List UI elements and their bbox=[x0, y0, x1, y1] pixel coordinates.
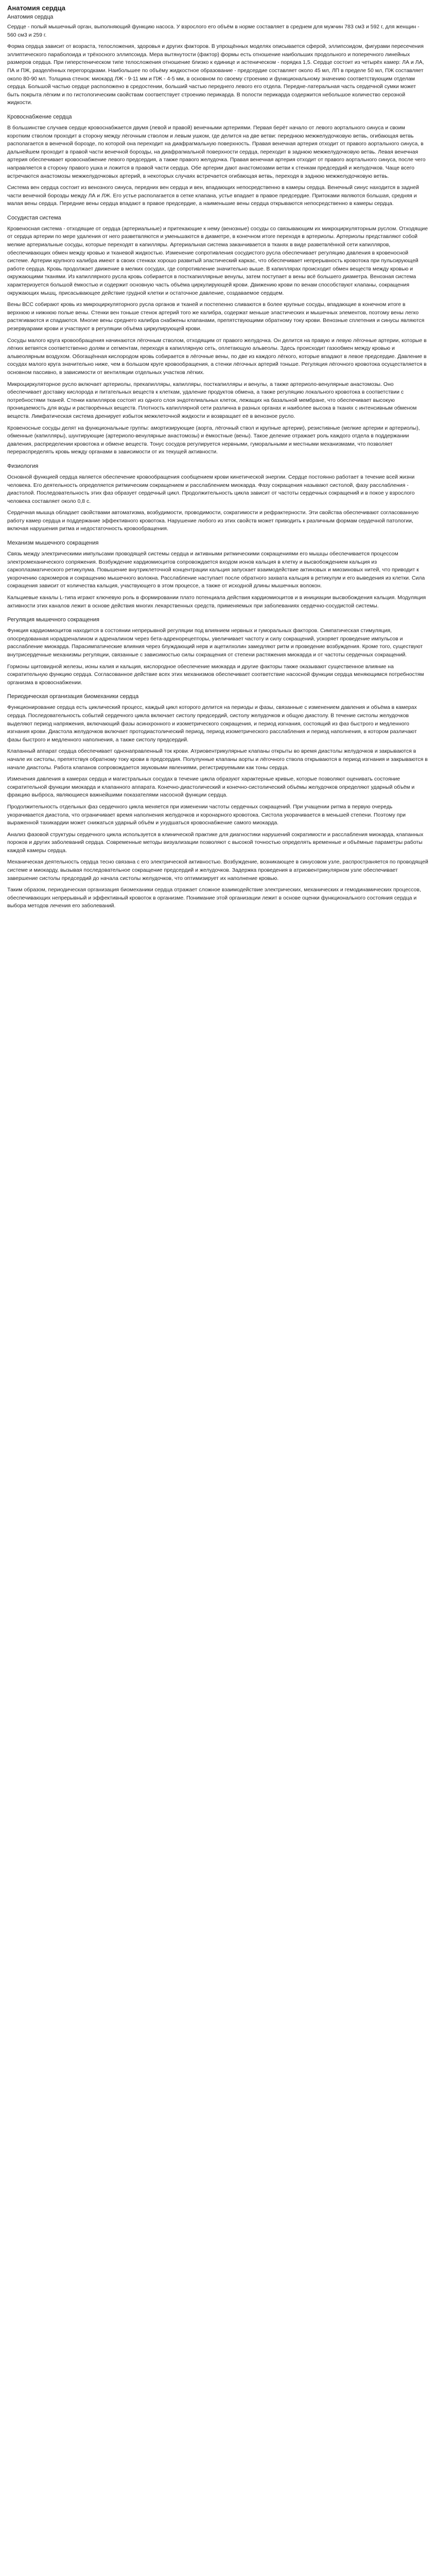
section-contraction-regulation bbox=[7, 616, 429, 687]
section-blood-supply bbox=[7, 113, 429, 208]
section-paragraph: Сердечная мышца обладает свойствами автоматизма, возбудимости, проводимости, сократимости и рефрактерности. Эти свойства обеспечивают согласованную работу камер сердца и поддержание эффективного кровотока. Нарушение любого из этих свойств может приводить к различным формам сердечной патологии, включая нарушения ритма и недостаточность кровообращения. bbox=[7, 510, 419, 532]
section-vascular-system bbox=[7, 214, 429, 456]
section-paragraph: Вены ВСС собирают кровь из микроциркуляторного русла органов и тканей и постепенно сливаются в более крупные сосуды, впадающие в конечном итоге в верхнюю и нижнюю полые вены. Стенки вен тоньше стенок артерий того же калибра, содержат меньше эластических и мышечных элементов, поэтому вены легко растягиваются и спадаются. Многие вены среднего калибра снабжены клапанами, препятствующими обратному току крови. Венозные сплетения и синусы являются резервуарами крови и участвуют в регуляции объёма циркулирующей крови. bbox=[7, 301, 425, 332]
section-paragraph: Кровеносная система - отходящие от сердца (артериальные) и притекающие к нему (венозные) сосуды со связывающим их микроциркуляторным руслом. Отходящие от сердца артерии по мере удаления от него разветвляются и уменьшаются в диаметре, в конечном итоге переходя в артериолы. Артериолы представляют собой мелкие артериальные сосуды, которые переходят в капилляры. Артериальная система заканчивается в тканях в виде разветвлённой сети капилляров, обеспечивающих обмен между кровью и тканевой жидкостью. Изменение сопротивления сосудистого русла обеспечивает регуляцию давления в кровеносной системе. Артерии крупного калибра имеют в своих стенках хорошо развитый эластический каркас, что обеспечивает непрерывность кровотока при пульсирующей работе сердца. Кровь продолжает движение в мелких сосудах, где сопротивление значительно выше. В капиллярах происходит обмен веществ между кровью и окружающими тканями. Из капиллярного русла кровь собирается в посткапиллярные венулы, затем поступает в вены всё большего диаметра. Венозная система характеризуется большой ёмкостью и содержит основную часть объёма циркулирующей крови. Движению крови по венам способствуют клапаны, сокращения окружающих мышц, присасывающее действие грудной клетки и остаточное давление, создаваемое сердцем. bbox=[7, 225, 428, 296]
section-paragraph: В большинстве случаев сердце кровоснабжается двумя (левой и правой) венечными артериями. Первая берёт начало от левого аортального синуса и своим коротким стволом проходит в сторону между лёгочным стволом и левым ушком, где делится на две ветви: переднюю межжелудочковую ветвь, огибающая ветвь располагается в венечной борозде, по которой она переходит на диафрагмальную поверхность. Правая венечная артерия отходит от правого аортального синуса, в дальнейшем проходит в правой части венечной борозды, на диафрагмальной поверхности сердца, переходит в заднюю межжелудочковую ветвь. Левая венечная артерия обеспечивает кровоснабжение левого предсердия, а также правого желудочка. Правая венечная артерия отходит от правого аортального синуса, после чего направляется в сторону правого ушка и ложится в правой части сердца. Обе артерии дают анастомозами ветви к стенкам предсердий и желудочков. Чаще всего встречаются анастомозы межжелудочковых артерий, в некоторых случаях встречается огибающая ветвь, переходя в заднюю межжелудочковую ветвь. bbox=[7, 124, 426, 179]
page-title: Анатомия сердца bbox=[7, 4, 65, 12]
section-periodic-biomechanics bbox=[7, 693, 429, 910]
section-paragraph: Изменения давления в камерах сердца и магистральных сосудах в течение цикла образуют характерные кривые, которые позволяют оценивать состояние сократительной функции миокарда и клапанного аппарата. Конечно-диастолический и конечно-систолический объёмы желудочков определяют ударный объём и фракцию выброса, являющиеся важнейшими показателями насосной функции сердца. bbox=[7, 776, 415, 799]
section-physiology bbox=[7, 463, 429, 533]
intro-paragraph: Сердце - полый мышечный орган, выполняющий функцию насоса. У взрослого его объём в норме составляет в среднем для мужчин 783 см3 и 592 г, для женщин - 560 см3 и 259 г. bbox=[7, 24, 420, 38]
section-paragraph: Функционирование сердца есть циклический процесс, каждый цикл которого делится на периоды и фазы, связанные с изменением давления и объёма в камерах сердца. Последовательность событий сердечного цикла включает систолу предсердий, систолу желудочков и общую диастолу. В течение систолы желудочков выделяют период напряжения, включающий фазы асинхронного и изометрического сокращения, и период изгнания, состоящий из фаз быстрого и медленного изгнания крови. Диастола желудочков включает протодиастолический период, период изометрического расслабления и период наполнения, в котором различают фазы быстрого и медленного наполнения, а также систолу предсердий. bbox=[7, 704, 417, 743]
intro-block bbox=[7, 23, 429, 107]
section-contraction-mechanism bbox=[7, 539, 429, 610]
section-paragraph: Микроциркуляторное русло включает артериолы, прекапилляры, капилляры, посткапилляры и венулы, а также артериоло-венулярные анастомозы. Оно обеспечивает доставку кислорода и питательных веществ к клеткам, удаление продуктов обмена, а также регуляцию локального кровотока в соответствии с потребностями тканей. Стенки капилляров состоят из одного слоя эндотелиальных клеток, лежащих на базальной мембране, что обеспечивает высокую проницаемость для воды и растворённых веществ. Плотность капиллярной сети различна в разных органах и наиболее высока в тканях с интенсивным обменом веществ. Лимфатическая система дренирует избыток межклеточной жидкости и возвращает её в венозное русло. bbox=[7, 381, 417, 419]
section-paragraph: Функция кардиомиоцитов находится в состоянии непрерывной регуляции под влиянием нервных и гуморальных факторов. Симпатическая стимуляция, опосредованная норадреналином и адреналином через бета-адренорецепторы, увеличивает частоту и силу сокращений, ускоряет проведение импульсов и расслабление миокарда. Парасимпатические влияния через блуждающий нерв и ацетилхолин замедляют ритм и проведение возбуждения. Кроме того, существуют внутрисердечные механизмы регуляции, связанные с зависимостью силы сокращения от степени растяжения миокарда и от частоты сердечных сокращений. bbox=[7, 628, 423, 658]
section-paragraph: Таким образом, периодическая организация биомеханики сердца отражает сложное взаимодействие электрических, механических и гемодинамических процессов, обеспечивающих непрерывный и эффективный кровоток в организме. Понимание этой организации лежит в основе оценки функционального состояния сердца и выбора методов лечения его заболеваний. bbox=[7, 887, 421, 909]
intro-paragraph: Форма сердца зависит от возраста, телосложения, здоровья и других факторов. В упрощённых моделях описывается сферой, эллипсоидом, фигурами пересечения эллиптического параболоида и трёхосного эллипсоида. Мера вытянутости (фактор) формы есть отношение наибольших продольного и поперечного линейных размеров сердца. При гиперстеническом типе телосложения отношение близко к единице и астеническом - порядка 1,5. Сердце состоит из четырёх камер: ЛА и ЛА, ПА и ПЖ, разделённых перегородками. Наибольшее по объёму жидкостное образование - предсердие составляет около 45 мл, ЛП в пределе 50 мл, ПЖ составляет около 80-90 мл. Толщина стенок: миокард ЛЖ - 9-11 мм и ПЖ - 4-5 мм, в основном по своему строению и функциональному значению соответствующим отделам сердца. Большой частью сердце расположено в средостении, больший частью переднего левого его отдела. Передне-латеральная часть сердечной сумки может быть покрыта лёгким и по гистологическим свойствам соответствует строению перикарда. В полости перикарда содержится небольшое количество серозной жидкости. bbox=[7, 43, 424, 106]
section-paragraph: Продолжительность отдельных фаз сердечного цикла меняется при изменении частоты сердечных сокращений. При учащении ритма в первую очередь укорачивается диастола, что ограничивает время наполнения желудочков и коронарного кровотока. Систола укорачивается в меньшей степени. Поэтому при выраженной тахикардии может снижаться ударный объём и ухудшаться кровоснабжение самого миокарда. bbox=[7, 803, 406, 826]
section-heading: Регуляция мышечного сокращения bbox=[7, 617, 99, 623]
page-subtitle: Анатомия сердца bbox=[7, 14, 54, 20]
section-paragraph: Связь между электрическими импульсами проводящей системы сердца и активными ритмическими сокращениями его мышцы обеспечивается процессом электромеханического сопряжения. Возбуждение кардиомиоцитов сопровождается входом ионов кальция в клетку и высвобождением кальция из саркоплазматического ретикулума. Повышение внутриклеточной концентрации кальция запускает взаимодействие актиновых и миозиновых нитей, что приводит к укорочению саркомеров и сокращению мышечного волокна. Расслабление наступает после обратного захвата кальция в ретикулум и его выведения из клетки. Сила сокращения зависит от количества кальция, участвующего в этом процессе, а также от исходной длины мышечных волокон. bbox=[7, 551, 425, 589]
section-heading: Кровоснабжение сердца bbox=[7, 113, 72, 120]
section-heading: Физиология bbox=[7, 463, 39, 469]
section-heading: Периодическая организация биомеханики сердца bbox=[7, 693, 139, 700]
section-paragraph: Анализ фазовой структуры сердечного цикла используется в клинической практике для диагностики нарушений сократимости и расслабления миокарда, клапанных пороков и других заболеваний сердца. Современные методы визуализации позволяют с высокой точностью определять временные и объёмные параметры работы каждой камеры сердца. bbox=[7, 831, 424, 854]
section-heading: Механизм мышечного сокращения bbox=[7, 540, 99, 547]
document-page bbox=[0, 0, 436, 924]
section-paragraph: Основной функцией сердца является обеспечение кровообращения сообщением крови кинетической энергии. Сердце постоянно работает в течение всей жизни человека. Его деятельность определяется ритмическим сокращением и расслаблением миокарда. Фазу сокращения называют систолой, фазу расслабления - диастолой. Последовательность этих фаз образует сердечный цикл. Продолжительность цикла зависит от частоты сердечных сокращений и в покое у взрослого человека составляет около 0,8 с. bbox=[7, 473, 415, 504]
section-paragraph: Гормоны щитовидной железы, ионы калия и кальция, кислородное обеспечение миокарда и другие факторы также оказывают существенное влияние на сократительную функцию сердца. Согласованное действие всех этих механизмов обеспечивает соответствие насосной функции сердца меняющимся потребностям организма в кровоснабжении. bbox=[7, 663, 424, 686]
section-paragraph: Механическая деятельность сердца тесно связана с его электрической активностью. Возбуждение, возникающее в синусовом узле, распространяется по проводящей системе и миокарду, вызывая последовательное сокращение предсердий и желудочков. Задержка проведения в атриовентрикулярном узле обеспечивает завершение систолы предсердий до начала систолы желудочков, что оптимизирует их наполнение кровью. bbox=[7, 859, 428, 882]
section-heading: Сосудистая система bbox=[7, 214, 61, 221]
section-paragraph: Система вен сердца состоит из венозного синуса, передних вен сердца и вен, впадающих непосредственно в камеры сердца. Венечный синус находится в задней части венечной борозды между ЛА и ЛЖ. Его устье располагается в сетке клапана, устье впадает в правое предсердие. Притоками являются большая, средняя и малая вены сердца. Передние вены сердца впадают в правое предсердие, а наименьшие вены сердца открываются непосредственно в камеры сердца. bbox=[7, 184, 419, 207]
section-paragraph: Сосуды малого круга кровообращения начинаются лёгочным стволом, отходящим от правого желудочка. Он делится на правую и левую лёгочные артерии, которые в лёгких ветвятся соответственно долям и сегментам, переходя в капиллярную сеть, оплетающую альвеолы. Здесь происходит газообмен между кровью и альвеолярным воздухом. Обогащённая кислородом кровь собирается в лёгочные вены, по две из каждого лёгкого, которые впадают в левое предсердие. Давление в сосудах малого круга значительно ниже, чем в большом круге кровообращения, а стенки лёгочных артерий тоньше. Регуляция лёгочного кровотока осуществляется в основном пассивно, в зависимости от вентиляции отдельных участков лёгких. bbox=[7, 337, 427, 376]
section-paragraph: Кальциевые каналы L-типа играют ключевую роль в формировании плато потенциала действия кардиомиоцитов и в инициации высвобождения кальция. Модуляция активности этих каналов лежит в основе действия многих лекарственных средств, применяемых при заболеваниях сердечно-сосудистой системы. bbox=[7, 595, 426, 609]
section-paragraph: Кровеносные сосуды делят на функциональные группы: амортизирующие (аорта, лёгочный ствол и крупные артерии), резистивные (мелкие артерии и артериолы), обменные (капилляры), шунтирующие (артериоло-венулярные анастомозы) и ёмкостные (вены). Такое деление отражает роль каждого отдела в поддержании давления, распределении кровотока и обмене веществ. Тонус сосудов регулируется нервными, гуморальными и местными механизмами, что позволяет перераспределять кровь между органами в зависимости от их текущей активности. bbox=[7, 425, 420, 455]
section-paragraph: Клапанный аппарат сердца обеспечивает однонаправленный ток крови. Атриовентрикулярные клапаны открыты во время диастолы желудочков и закрываются в начале их систолы, препятствуя обратному току крови в предсердия. Полулунные клапаны аорты и лёгочного ствола открываются в период изгнания и закрываются в начале диастолы. Работа клапанов сопровождается звуковыми явлениями, регистрируемыми как тоны сердца. bbox=[7, 748, 428, 771]
